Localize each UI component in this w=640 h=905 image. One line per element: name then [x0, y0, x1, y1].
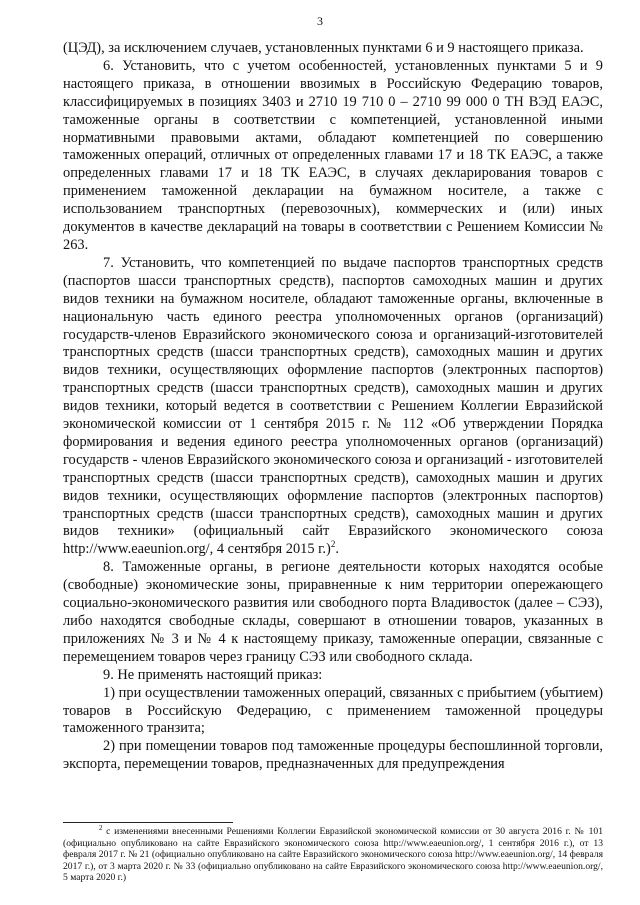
- document-body: [63, 40, 603, 774]
- paragraph-item-8: 8. Таможенные органы, в регионе деятельности которых находятся особые (свободные) экономические зоны, приравненные к ним территории опережающего социально-экономического развития или свободного порта Владивосток (далее – СЭЗ), либо находятся свободные склады, совершают в отношении товаров, указанных в приложениях № 3 и № 4 к настоящему приказу, таможенные операции, связанные с перемещением товаров через границу СЭЗ или свободного склада.: [63, 559, 603, 665]
- paragraph-continuation: (ЦЭД), за исключением случаев, установленных пунктами 6 и 9 настоящего приказа.: [63, 40, 584, 56]
- footnote-marker: 2: [99, 823, 103, 832]
- paragraph-item-7: 7. Установить, что компетенцией по выдаче паспортов транспортных средств (паспортов шасси транспортных средств), паспортов самоходных машин и других видов техники на бумажном носителе, обладают таможенные органы, включенные в национальную часть единого реестра уполномоченных органов (организаций) государств-членов Евразийского экономического союза и организаций-изготовителей транспортных средств (шасси транспортных средств), самоходных машин и других видов техники, осуществляющих оформление паспортов (электронных паспортов) транспортных средств (шасси транспортных средств), самоходных машин и других видов техники, который ведется в соответствии с Решением Коллегии Евразийской экономической комиссии от 1 сентября 2015 г. № 112 «Об утверждении Порядка формирования и ведения единого реестра уполномоченных органов (организаций) государств - членов Евразийского экономического союза и организаций - изготовителей транспортных средств (шасси транспортных средств), самоходных машин и других видов техники, осуществляющих оформление паспортов (электронных паспортов) транспортных средств (шасси транспортных средств), самоходных машин и других видов техники» (официальный сайт Евразийского экономического союза http://www.eaeunion.org/, 4 сентября 2015 г.)$^2$.: [63, 254, 603, 558]
- footnote-reference: 2: [330, 539, 336, 550]
- paragraph-item-9-1: 1) при осуществлении таможенных операций, связанных с прибытием (убытием) товаров в Российскую Федерацию, с применением таможенной процедуры таможенного транзита;: [63, 684, 603, 737]
- page-number: 3: [317, 14, 323, 28]
- paragraph-item-9: 9. Не применять настоящий приказ:: [103, 666, 323, 683]
- paragraph-item-9-2: 2) при помещении товаров под таможенные процедуры беспошлинной торговли, экспорта, перемещении товаров, предназначенных для предупреждения: [63, 738, 603, 773]
- footnote-separator: [63, 822, 233, 823]
- paragraph-item-7-text: 7. Установить, что компетенцией по выдаче паспортов транспортных средств (паспортов шасси транспортных средств), паспортов самоходных машин и других видов техники на бумажном носителе, обладают таможенные органы, включенные в национальную часть единого реестра уполномоченных органов (организаций) государств-членов Евразийского экономического союза и организаций-изготовителей транспортных средств (шасси транспортных средств), самоходных машин и других видов техники, осуществляющих оформление паспортов (электронных паспортов) транспортных средств (шасси транспортных средств), самоходных машин и других видов техники, который ведется в соответствии с Решением Коллегии Евразийской экономической комиссии от 1 сентября 2015 г. № 112 «Об утверждении Порядка формирования и ведения единого реестра уполномоченных органов (организаций) государств - членов Евразийского экономического союза и организаций - изготовителей транспортных средств (шасси транспортных средств), самоходных машин и других видов техники, осуществляющих оформление паспортов (электронных паспортов) транспортных средств (шасси транспортных средств), самоходных машин и других видов техники» (официальный сайт Евразийского экономического союза http://www.eaeunion.org/, 4 сентября 2015 г.): [63, 254, 603, 558]
- footnote-text: с изменениями внесенными Решениями Коллегии Евразийской экономической комиссии от 30 августа 2016 г. № 101 (официально опубликовано на сайте Евразийского экономического союза http://www.eaeunion.org/, 1 сентября 2016 г.), от 13 февраля 2017 г. № 21 (официально опубликовано на сайте Евразийского экономического союза http://www.eaeunion.org/, 14 февраля 2017 г.), от 3 марта 2020 г. № 33 (официально опубликовано на сайте Евразийского экономического союза http://www.eaeunion.org/, 5 марта 2020 г.): [63, 826, 603, 884]
- footnote: [63, 823, 603, 884]
- paragraph-item-6: 6. Установить, что с учетом особенностей, установленных пунктами 5 и 9 настоящего приказа, в отношении ввозимых в Российскую Федерацию товаров, классифицируемых в позициях 3403 и 2710 19 710 0 – 2710 99 000 0 ТН ВЭД ЕАЭС, таможенные органы в соответствии с компетенцией, установленной иными нормативными правовыми актами, обладают компетенцией по совершению таможенных операций, отличных от определенных главами 17 и 18 ТК ЕАЭС, а также определенных главами 17 и 18 ТК ЕАЭС, в случаях декларирования товаров с применением таможенной декларации на бумажном носителе, а также с использованием транспортных (перевозочных), коммерческих и (или) иных документов в качестве деклараций на товары в соответствии с Решением Комиссии № 263.: [63, 57, 603, 253]
